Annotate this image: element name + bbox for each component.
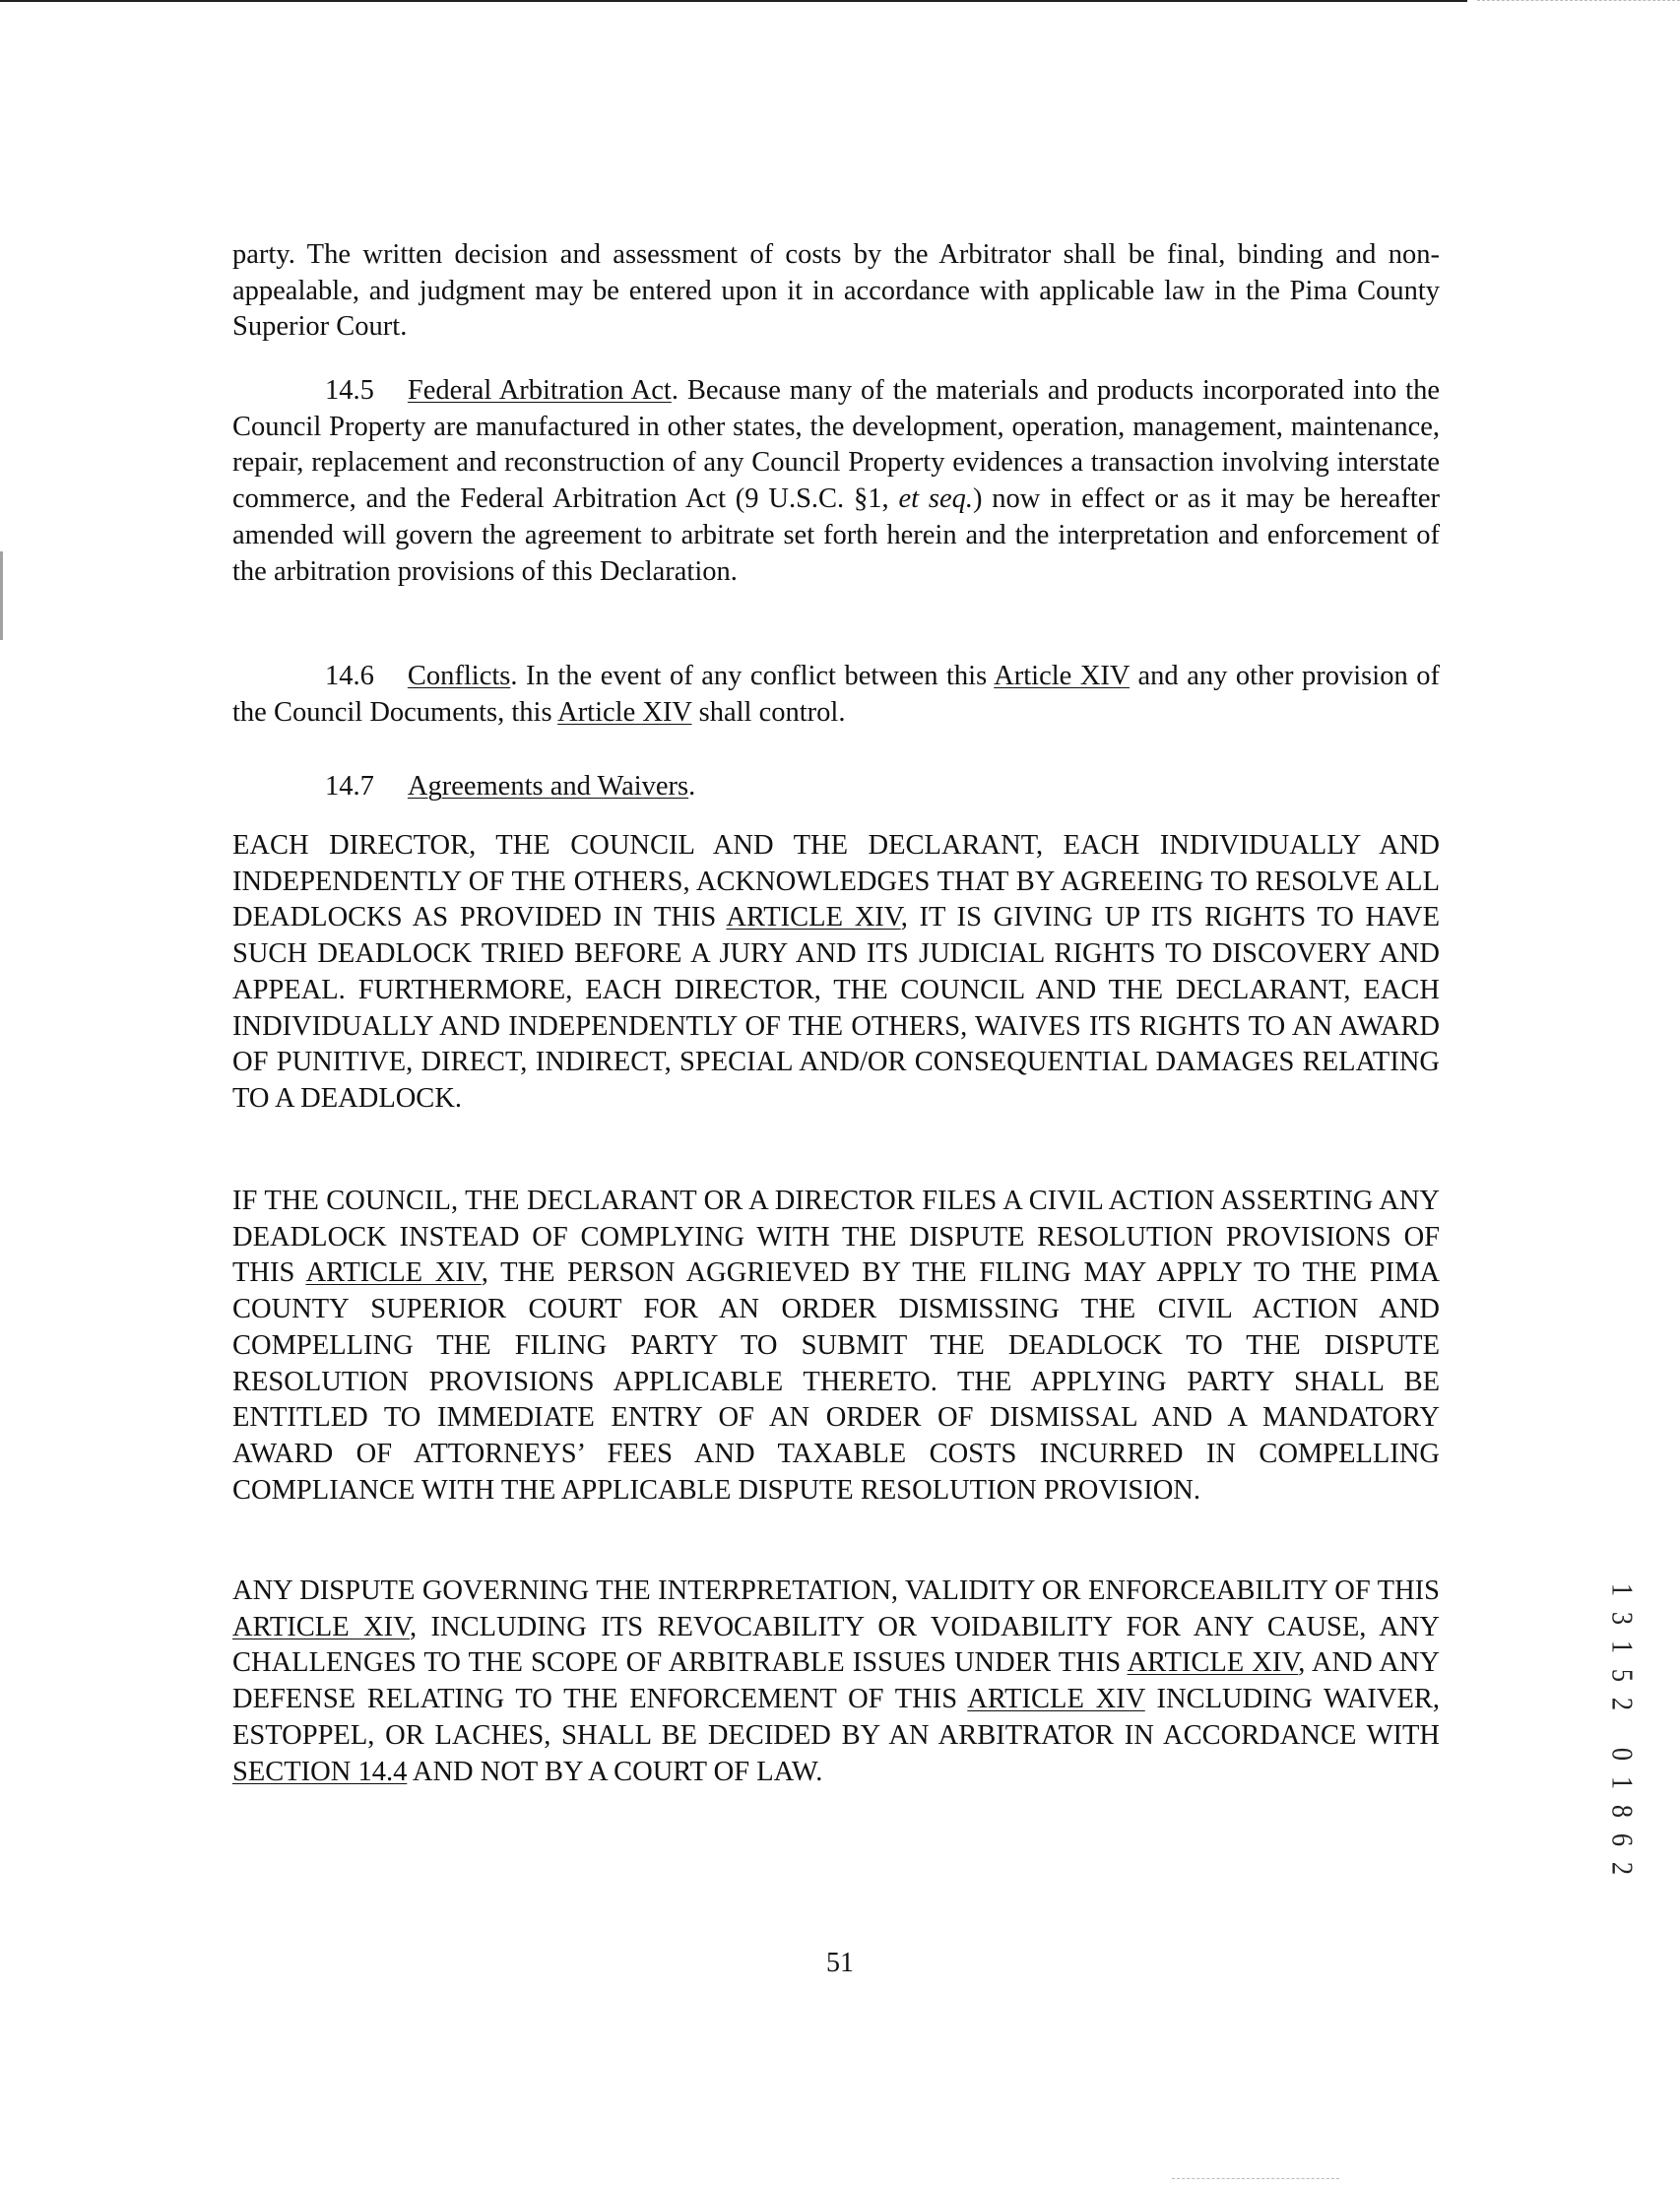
bates-digit: 8 (1605, 1804, 1641, 1819)
section-reference: SECTION 14.4 (232, 1756, 408, 1787)
section-14-7 (232, 769, 1440, 805)
caps-text: INCLUDING WAIVER, ESTOPPEL, OR LACHES, SHALL BE DECIDED BY AN ARBITRATOR IN ACCORDANCE WITH (232, 1684, 1440, 1751)
bates-digit: 1 (1605, 1639, 1641, 1654)
section-text: . Because many of the materials and products incorporated into the Council Property are manufactured in other states, the development, operation, management, maintenance, repair, replacement and reconstruction of any Council Property evidences a transaction involving interstate commerce, and the Federal Arbitration Act (9 U.S.C. §1, (232, 375, 1441, 515)
section-number: 14.6 (325, 661, 374, 691)
article-reference: ARTICLE XIV (232, 1611, 411, 1642)
article-reference: Article XIV (994, 661, 1130, 691)
caps-text: , INCLUDING ITS REVOCABILITY OR VOIDABILITY FOR ANY CAUSE, ANY CHALLENGES TO THE SCOPE OF ARBITRABLE ISSUES UNDER THIS (232, 1611, 1441, 1679)
bates-digit: 3 (1605, 1611, 1641, 1626)
waiver-paragraph-1 (232, 828, 1440, 1118)
article-reference: ARTICLE XIV (305, 1257, 482, 1289)
article-reference: Article XIV (557, 696, 692, 728)
italic-text: et seq. (898, 483, 973, 515)
caps-text: , IT IS GIVING UP ITS RIGHTS TO HAVE SUCH DEADLOCK TRIED BEFORE A JURY AND ITS JUDICIAL RIGHTS TO DISCOVERY AND APPEAL. FURTHERMORE, EACH DIRECTOR, THE COUNCIL AND THE DECLARANT, EACH INDIVIDUALLY AND INDEPENDENTLY OF THE OTHERS, WAIVES ITS RIGHTS TO AN AWARD OF PUNITIVE, DIRECT, INDIRECT, SPECIAL AND/OR CONSEQUENTIAL DAMAGES RELATING TO A DEADLOCK. (232, 902, 1440, 1114)
section-14-5 (232, 373, 1440, 590)
caps-text: , AND ANY DEFENSE RELATING TO THE ENFORCEMENT OF THIS (232, 1647, 1440, 1715)
bates-digit: 2 (1605, 1861, 1641, 1876)
section-heading: Agreements and Waivers (407, 771, 689, 802)
section-heading: Conflicts (407, 661, 511, 691)
bates-digit: 1 (1605, 1775, 1641, 1790)
caps-text: IF THE COUNCIL, THE DECLARANT OR A DIRECTOR FILES A CIVIL ACTION ASSERTING ANY DEADLOCK INSTEAD OF COMPLYING WITH THE DISPUTE RESOLUTION PROVISIONS OF THIS (232, 1186, 1440, 1289)
section-heading: Federal Arbitration Act (407, 375, 672, 406)
bates-digit: 1 (1605, 1582, 1641, 1597)
scan-top-border (0, 0, 1467, 2)
bates-digit: 0 (1605, 1747, 1641, 1762)
page-number: 51 (826, 1948, 854, 1978)
section-14-6 (232, 659, 1440, 731)
bates-digit: 5 (1605, 1668, 1641, 1683)
caps-text: , THE PERSON AGGRIEVED BY THE FILING MAY APPLY TO THE PIMA COUNTY SUPERIOR COURT FOR AN ORDER DISMISSING THE CIVIL ACTION AND COMPELLING THE FILING PARTY TO SUBMIT THE DEADLOCK TO THE DISPUTE RESOLUTION PROVISIONS APPLICABLE THERETO. THE APPLYING PARTY SHALL BE ENTITLED TO IMMEDIATE ENTRY OF AN ORDER OF DISMISSAL AND A MANDATORY AWARD OF ATTORNEYS’ FEES AND TAXABLE COSTS INCURRED IN COMPELLING COMPLIANCE WITH THE APPLICABLE DISPUTE RESOLUTION PROVISION. (232, 1257, 1440, 1506)
article-reference: ARTICLE XIV (967, 1684, 1145, 1715)
article-reference: ARTICLE XIV (1127, 1647, 1299, 1679)
paragraph-continuation (232, 237, 1440, 346)
section-text: and any other provision of the Council Documents, this (232, 661, 1440, 728)
waiver-paragraph-2 (232, 1184, 1440, 1509)
section-text: . In the event of any conflict between this (510, 661, 995, 691)
bates-stamp (1603, 1575, 1643, 1883)
caps-text: EACH DIRECTOR, THE COUNCIL AND THE DECLARANT, EACH INDIVIDUALLY AND INDEPENDENTLY OF THE OTHERS, ACKNOWLEDGES THAT BY AGREEING TO RESOLVE ALL DEADLOCKS AS PROVIDED IN THIS (232, 830, 1440, 933)
paragraph-text: party. The written decision and assessment of costs by the Arbitrator shall be final, binding and non-appealable, and judgment may be entered upon it in accordance with applicable law in the Pima County Superior Court. (232, 239, 1440, 343)
bates-digit: 6 (1605, 1832, 1641, 1847)
scan-left-mark (0, 551, 3, 640)
section-number: 14.5 (325, 375, 374, 406)
scan-top-dots (1477, 0, 1680, 2)
section-text: shall control. (691, 696, 846, 728)
article-reference: ARTICLE XIV (726, 902, 901, 933)
caps-text: AND NOT BY A COURT OF LAW. (407, 1756, 823, 1787)
waiver-paragraph-3 (232, 1574, 1440, 1790)
bates-glyphs (1605, 1575, 1641, 1883)
scan-bottom-dots (1172, 2178, 1339, 2179)
bates-digit: 2 (1605, 1697, 1641, 1711)
section-number: 14.7 (325, 771, 374, 802)
caps-text: ANY DISPUTE GOVERNING THE INTERPRETATION, VALIDITY OR ENFORCEABILITY OF THIS (232, 1575, 1440, 1606)
section-text: . (688, 771, 696, 802)
section-text: ) now in effect or as it may be hereafter amended will govern the agreement to arbitrate set forth herein and the interpretation and enforcement of the arbitration provisions of this Declaration. (232, 483, 1440, 587)
